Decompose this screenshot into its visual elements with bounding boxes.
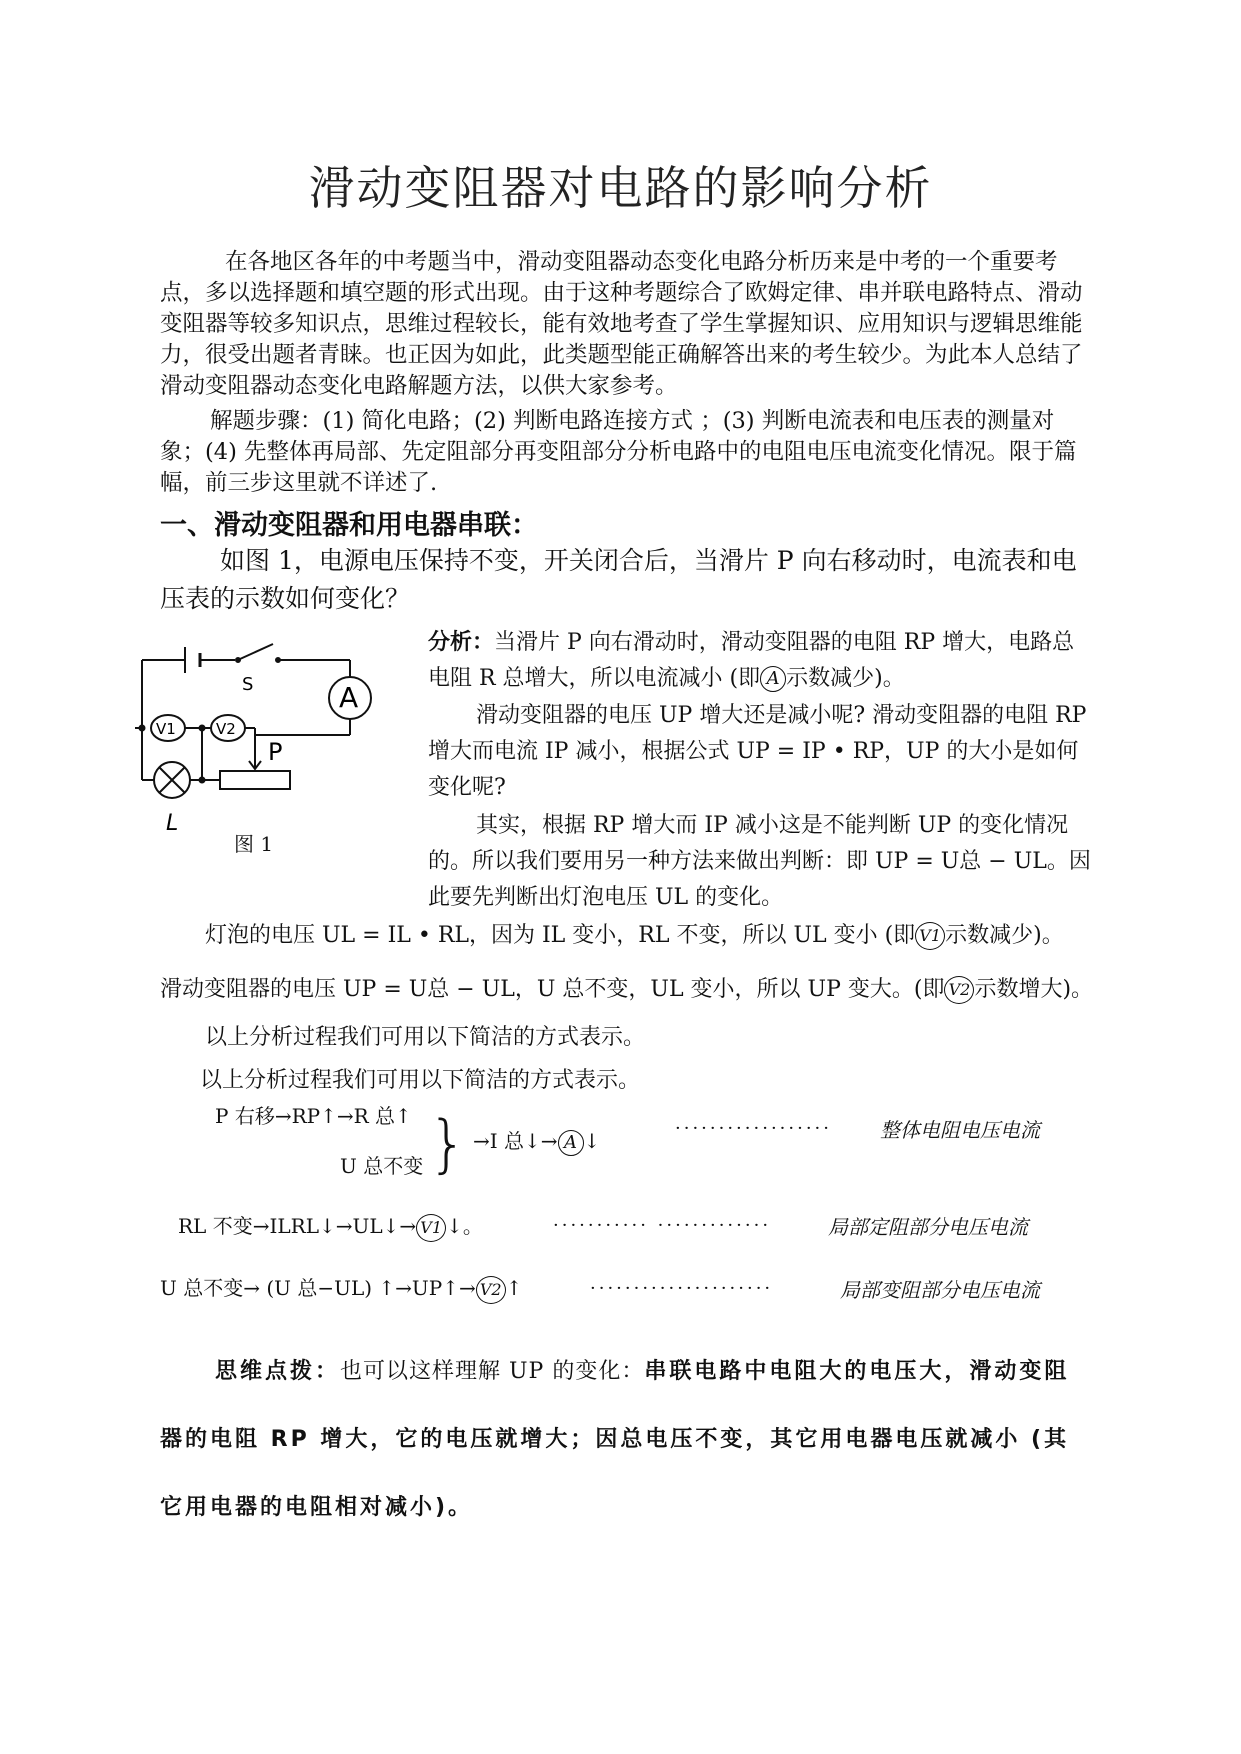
steps-paragraph: 解题步骤：(1) 简化电路；(2) 判断电路连接方式 ；(3) 判断电流表和电压表的测量对象；(4) 先整体再局部、先定阻部分再变阻部分分析电路中的电阻电压电流变化情况。限于篇幅，前三步这里就不详述了. (160, 408, 1077, 496)
chain-row1-note: 整体电阻电压电流 (880, 1118, 1040, 1142)
ammeter-symbol: A (558, 1130, 584, 1156)
v1-symbol: V1 (915, 922, 945, 950)
chain-row3: U 总不变→ (U 总−UL) ↑→UP↑→ V2 ↑ (160, 1272, 523, 1304)
chain-row2-note: 局部定阻部分电压电流 (828, 1215, 1028, 1239)
question-paragraph: 如图 1，电源电压保持不变，开关闭合后，当滑片 P 向右移动时，电流表和电压表的示数如何变化？ (160, 546, 1077, 613)
summary-intro-1: 以上分析过程我们可用以下简洁的方式表示。 (205, 1025, 646, 1050)
v2-label: V2 (216, 720, 236, 738)
analysis-p2: 滑动变阻器的电压 UP 增大还是减小呢? 滑动变阻器的电阻 RP 增大而电流 IP 减小，根据公式 UP = IP • RP，UP 的大小是如何变化呢? (428, 703, 1087, 800)
v2-symbol: V2 (476, 1276, 506, 1304)
leader-dots: ··········· ············· (553, 1215, 772, 1236)
chain-row1-b: U 总不变 (340, 1154, 424, 1178)
rheostat-voltage-line: 滑动变阻器的电压 UP = U总 − UL，U 总不变，UL 变小，所以 UP 变大。(即 V2 示数增大)。 (160, 977, 1094, 1002)
ammeter-label: A (339, 681, 359, 714)
rheostat-icon (220, 771, 290, 789)
analysis-label: 分析： (428, 629, 495, 655)
ammeter-symbol: A (760, 666, 786, 692)
chain-row3-note: 局部变阻部分电压电流 (840, 1278, 1040, 1302)
summary-intro-2: 以上分析过程我们可用以下简洁的方式表示。 (200, 1068, 641, 1093)
circuit-diagram (130, 635, 420, 835)
brace-icon: } (428, 1107, 468, 1180)
figure-caption: 图 1 (234, 832, 274, 856)
slider-label: P (268, 738, 283, 766)
chain-row1-a: P 右移→RP↑→R 总↑ (215, 1104, 412, 1128)
analysis-p1: 分析：当滑片 P 向右滑动时，滑动变阻器的电阻 RP 增大，电路总电阻 R 总增大，所以电流减小 (即 A 示数减少)。 (428, 629, 1075, 691)
leader-dots: ····················· (590, 1278, 774, 1299)
chain-row1-c: →I 总↓→ A ↓ (473, 1125, 600, 1156)
switch-label: S (242, 674, 254, 695)
tip-label: 思维点拨： (215, 1359, 341, 1384)
switch-blade (240, 644, 273, 659)
chain-row2: RL 不变→ILRL↓→UL↓→ V1 ↓。 (178, 1210, 483, 1242)
analysis-p3: 其实，根据 RP 增大而 IP 减小这是不能判断 UP 的变化情况的。所以我们要用另一种方法来做出判断：即 UP = U总 − UL。因此要先判断出灯泡电压 UL 的变化。 (428, 813, 1091, 910)
v1-symbol: V1 (416, 1214, 446, 1242)
intro-paragraph: 在各地区各年的中考题当中，滑动变阻器动态变化电路分析历来是中考的一个重要考点，多以选择题和填空题的形式出现。由于这种考题综合了欧姆定律、串并联电路特点、滑动变阻器等较多知识点，思维过程较长，能有效地考查了学生掌握知识、应用知识与逻辑思维能力，很受出题者青睐。也正因为如此，此类题型能正确解答出来的考生较少。为此本人总结了滑动变阻器动态变化电路解题方法，以供大家参考。 (160, 249, 1083, 399)
section-heading: 一、滑动变阻器和用电器串联： (160, 510, 538, 541)
v2-symbol: V2 (944, 976, 974, 1004)
lamp-voltage-line: 灯泡的电压 UL = IL • RL，因为 IL 变小，RL 不变，所以 UL 变小 (即 V1 示数减少)。 (205, 923, 1064, 948)
lamp-label: L (166, 811, 179, 835)
v1-label: V1 (156, 720, 176, 738)
page-title: 滑动变阻器对电路的影响分析 (308, 161, 933, 215)
thinking-tip: 思维点拨：也可以这样理解 UP 的变化：串联电路中电阻大的电压大，滑动变阻器的电阻 RP 增大，它的电压就增大；因总电压不变，其它用电器电压就减小 (其它用电器的电阻相对减小)。 (160, 1359, 1070, 1520)
leader-dots: ·················· (675, 1118, 832, 1139)
